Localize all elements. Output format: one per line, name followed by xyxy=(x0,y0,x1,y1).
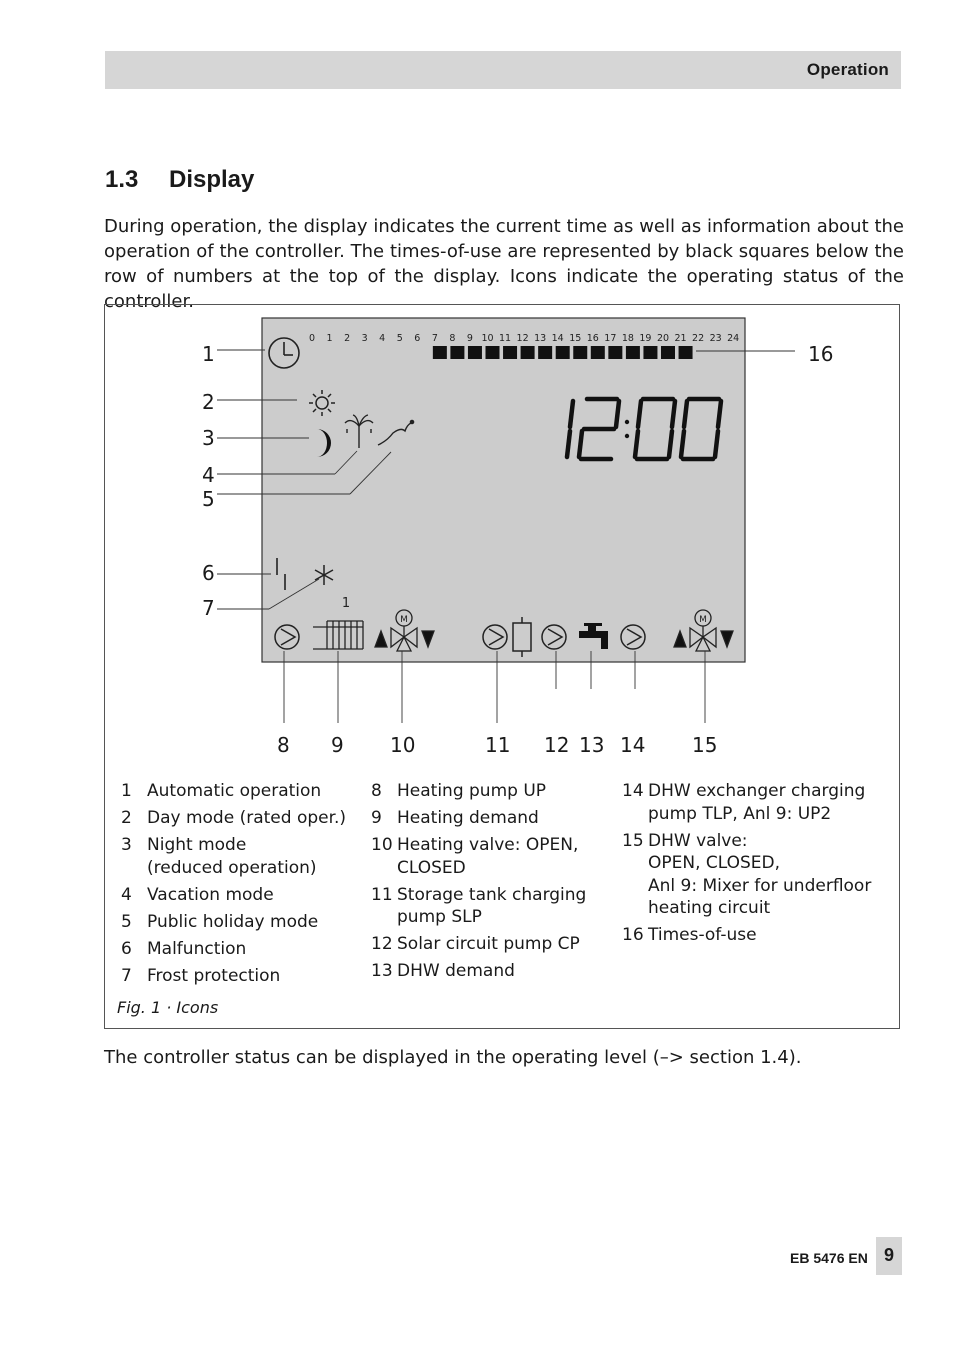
legend-item-text: Malfunction xyxy=(147,938,247,959)
hour-number: 15 xyxy=(569,333,582,344)
callout-8: 8 xyxy=(277,733,290,757)
legend-item-text: Public holiday mode xyxy=(147,911,319,932)
legend-item-text: Times-of-use xyxy=(648,925,757,946)
legend-item-number: 14 xyxy=(622,781,644,801)
hour-square xyxy=(643,346,657,359)
section-number: 1.3 xyxy=(105,166,139,193)
clock-segment xyxy=(715,431,718,457)
callout-6: 6 xyxy=(202,561,215,585)
hour-number: 9 xyxy=(466,333,473,344)
hour-number: 16 xyxy=(586,333,599,344)
hour-number: 12 xyxy=(516,333,529,344)
callout-11: 11 xyxy=(485,733,511,757)
header-bar xyxy=(105,51,901,89)
callout-4: 4 xyxy=(202,463,215,487)
hour-number: 7 xyxy=(431,333,438,344)
clock-segment xyxy=(718,401,721,427)
legend-item-text: DHW demand xyxy=(397,961,515,982)
legend-item-text: DHW exchanger charging pump TLP, Anl 9: UP2 xyxy=(648,781,866,824)
hour-number: 23 xyxy=(709,333,722,344)
legend-item-number: 12 xyxy=(371,934,393,955)
callout-10: 10 xyxy=(390,733,416,757)
hour-number: 17 xyxy=(604,333,617,344)
legend-item-number: 1 xyxy=(121,781,132,801)
legend-item-number: 10 xyxy=(371,834,393,855)
hour-number: 8 xyxy=(449,333,456,344)
hour-square xyxy=(591,346,605,359)
legend-item-number: 16 xyxy=(622,925,644,946)
hour-square xyxy=(538,346,552,359)
legend-item xyxy=(121,911,346,934)
callout-3: 3 xyxy=(202,426,215,450)
callout-2: 2 xyxy=(202,390,215,414)
hour-square xyxy=(679,346,693,359)
clock-segment xyxy=(635,431,638,457)
hour-number: 14 xyxy=(551,333,564,344)
circuit-label: 1 xyxy=(341,596,351,611)
legend-item-text: Automatic operation xyxy=(147,781,322,801)
legend-item-text: Day mode (rated oper.) xyxy=(147,807,347,828)
legend-item xyxy=(121,884,346,907)
intro-paragraph: During operation, the display indicates the current time as well as information about the operation of the controller. The times-of-use are represented by black squares below the row of numbers at the top of the display. Icons indicate the operating status of the controller. xyxy=(104,216,904,312)
hour-number: 24 xyxy=(727,333,740,344)
callout-7: 7 xyxy=(202,596,215,620)
display-diagram xyxy=(105,305,901,775)
hour-square xyxy=(433,346,447,359)
hour-number: 22 xyxy=(692,333,705,344)
lcd-screen xyxy=(262,318,745,662)
footer-doc-id: EB 5476 EN xyxy=(790,1250,868,1266)
legend-item xyxy=(371,780,586,803)
times-of-use-bar xyxy=(433,346,693,359)
hour-number: 1 xyxy=(326,333,333,344)
clock-segment xyxy=(672,401,675,427)
legend-item xyxy=(371,933,586,956)
legend-item-number: 3 xyxy=(121,834,132,855)
header-title: Operation xyxy=(806,60,889,79)
legend-item-text: DHW valve: OPEN, CLOSED, Anl 9: Mixer for underfloor heating circuit xyxy=(648,830,872,919)
legend-item xyxy=(121,965,346,988)
legend-item xyxy=(121,780,346,803)
hour-number: 6 xyxy=(414,333,421,344)
legend-item-number: 13 xyxy=(371,961,393,982)
hour-number: 18 xyxy=(621,333,634,344)
outro-paragraph: The controller status can be displayed in the operating level (–> section 1.4). xyxy=(104,1047,802,1068)
hour-number: 13 xyxy=(534,333,547,344)
legend-item-number: 5 xyxy=(121,911,132,932)
hour-number: 5 xyxy=(396,333,403,344)
callout-12: 12 xyxy=(544,733,570,757)
hour-square xyxy=(661,346,675,359)
valve-motor-label: M xyxy=(400,615,408,625)
legend-column-3 xyxy=(622,780,871,951)
legend-item-text: Solar circuit pump CP xyxy=(397,934,580,955)
callout-9: 9 xyxy=(331,733,344,757)
legend-item xyxy=(371,834,586,879)
legend-item-text: Vacation mode xyxy=(147,884,274,905)
hour-square xyxy=(556,346,570,359)
section-heading: Display xyxy=(169,166,255,193)
hour-number: 3 xyxy=(361,333,368,344)
legend-item-number: 2 xyxy=(121,807,132,828)
clock-segment xyxy=(567,431,570,457)
hour-square xyxy=(450,346,464,359)
callout-5: 5 xyxy=(202,487,215,511)
legend-column-1 xyxy=(121,780,346,991)
legend-item xyxy=(121,807,346,830)
legend-item xyxy=(622,830,871,920)
legend-item-text: Heating pump UP xyxy=(397,781,547,801)
legend-item xyxy=(121,834,346,879)
legend-item-text: Frost protection xyxy=(147,965,281,986)
legend-item xyxy=(622,780,871,825)
hour-square xyxy=(521,346,535,359)
legend-item xyxy=(121,938,346,961)
hour-number: 11 xyxy=(499,333,512,344)
hour-square xyxy=(626,346,640,359)
legend-item-text: Night mode (reduced operation) xyxy=(147,834,317,878)
legend-item-number: 6 xyxy=(121,938,132,959)
legend-item xyxy=(371,884,586,929)
clock-segment xyxy=(669,431,672,457)
hour-number: 10 xyxy=(481,333,494,344)
legend-item xyxy=(622,924,871,947)
clock-segment xyxy=(681,431,684,457)
dhw-valve-motor-label: M xyxy=(699,615,707,625)
page-number: 9 xyxy=(876,1237,902,1275)
hour-number: 4 xyxy=(379,333,386,344)
clock-segment xyxy=(579,431,582,457)
legend-item-number: 11 xyxy=(371,884,393,905)
legend-item xyxy=(371,960,586,983)
legend-item-number: 7 xyxy=(121,965,132,986)
clock-colon xyxy=(625,420,629,424)
legend-item-text: Heating demand xyxy=(397,807,539,828)
hour-square xyxy=(486,346,500,359)
clock-segment xyxy=(570,401,573,427)
hour-number: 2 xyxy=(344,333,351,344)
clock-segment xyxy=(638,401,641,427)
clock-segment xyxy=(684,401,687,427)
figure-box xyxy=(104,304,900,1029)
hour-square xyxy=(503,346,517,359)
legend-item-number: 4 xyxy=(121,884,132,905)
hour-number: 21 xyxy=(674,333,687,344)
legend-item-number: 15 xyxy=(622,830,644,851)
clock-segment xyxy=(616,401,619,427)
hour-square xyxy=(573,346,587,359)
legend-item-text: Heating valve: OPEN, CLOSED xyxy=(397,834,579,878)
hour-number: 19 xyxy=(639,333,652,344)
legend-item-text: Storage tank charging pump SLP xyxy=(397,884,587,928)
callout-15: 15 xyxy=(692,733,718,757)
hour-number: 0 xyxy=(308,333,316,344)
figure-caption: Fig. 1 · Icons xyxy=(117,998,219,1017)
section-title xyxy=(105,166,254,194)
legend-item-number: 9 xyxy=(371,807,382,828)
legend-item-number: 8 xyxy=(371,781,382,801)
hour-square xyxy=(468,346,482,359)
hour-square xyxy=(608,346,622,359)
hour-number: 20 xyxy=(656,333,670,344)
callout-14: 14 xyxy=(620,733,646,757)
clock-colon xyxy=(625,434,629,438)
callout-1: 1 xyxy=(202,342,215,366)
callout-13: 13 xyxy=(579,733,605,757)
legend-item xyxy=(371,807,586,830)
callout-16: 16 xyxy=(808,342,834,366)
legend-column-2 xyxy=(371,780,586,987)
